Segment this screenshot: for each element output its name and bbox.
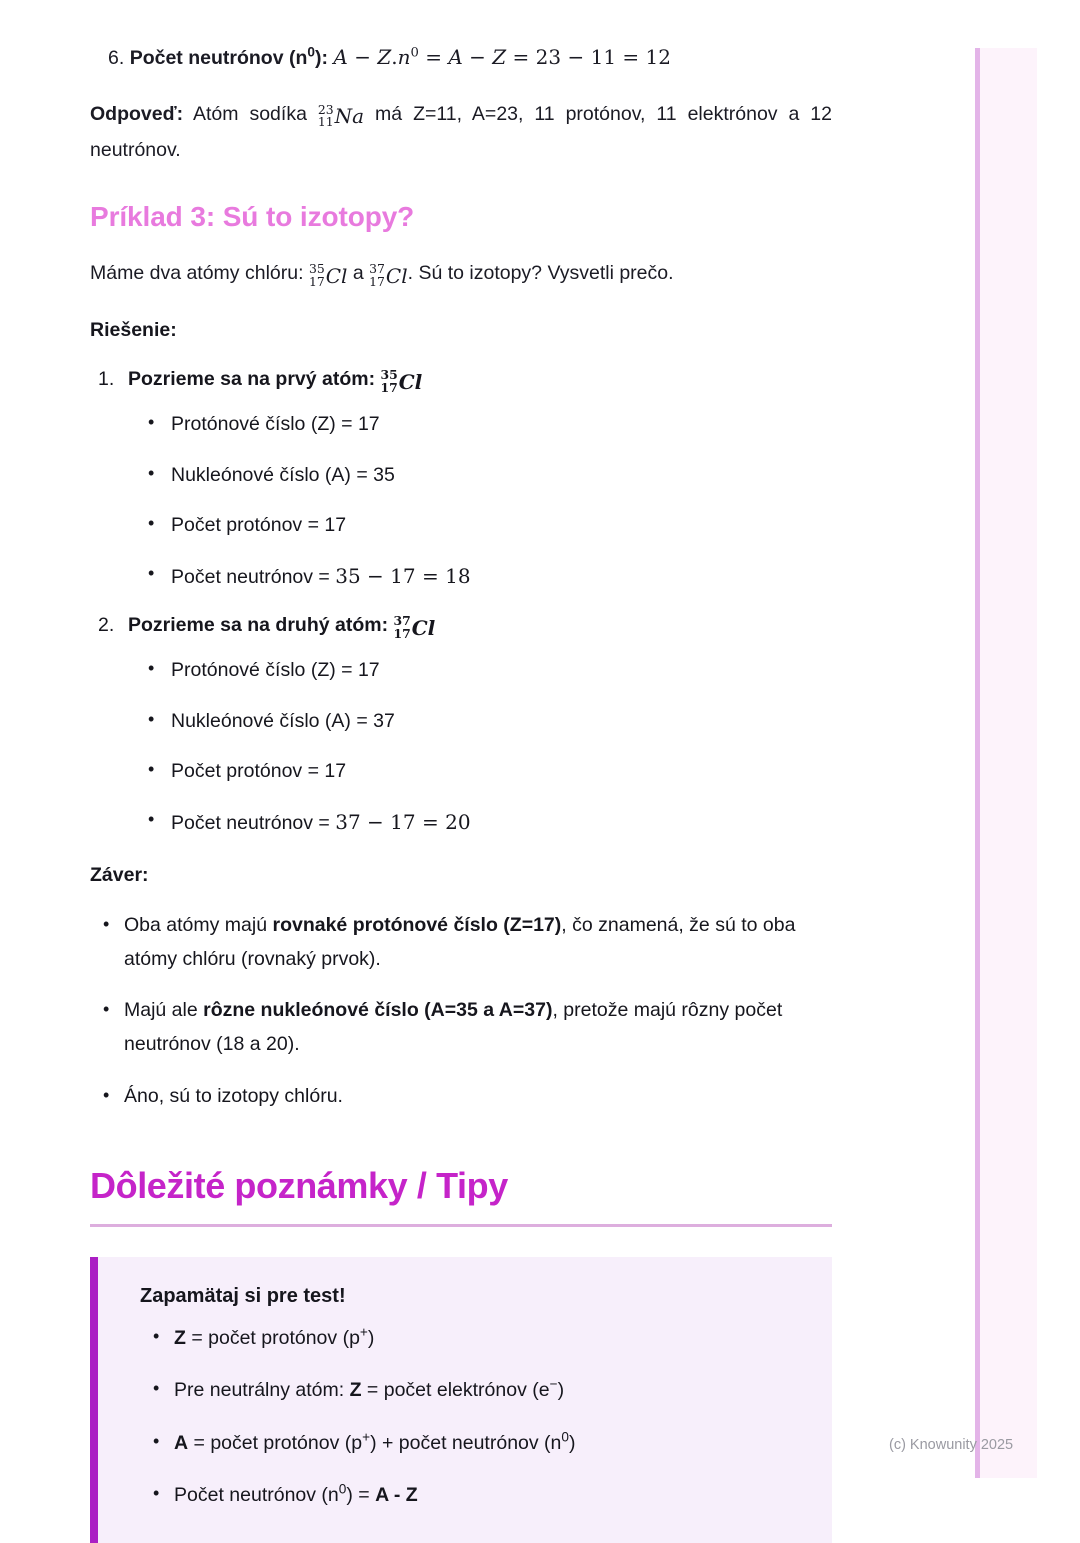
page-side-strip xyxy=(975,48,1037,1478)
list-item: • Počet protónov = 17 xyxy=(128,511,832,540)
list-item: • Z = počet protónov (p+) xyxy=(140,1324,806,1352)
prompt-text-before: Máme dva atómy chlóru: xyxy=(90,262,304,285)
charge-superscript: 0 xyxy=(338,1481,347,1497)
charge-superscript: + xyxy=(362,1429,371,1445)
step-label-superscript: 0 xyxy=(307,44,315,60)
isotope-numbers: 37 17 xyxy=(369,261,385,290)
list-item: • Počet neutrónov = 35 − 17 = 18 xyxy=(128,561,832,592)
answer-text-before: Atóm sodíka xyxy=(193,102,307,125)
example-prompt xyxy=(90,257,832,293)
list-item: • Áno, sú to izotopy chlóru. xyxy=(90,1080,832,1114)
isotope-notation-step xyxy=(381,365,423,399)
isotope-symbol: Cl xyxy=(398,369,423,394)
callout-term: Z xyxy=(349,1379,362,1402)
isotope-notation-step xyxy=(394,611,436,645)
isotope-numbers: 23 11 xyxy=(317,101,334,130)
bullet-emphasis: rovnaké protónové číslo (Z=17) xyxy=(272,914,562,937)
isotope-symbol: Na xyxy=(334,104,365,129)
step-label: Počet neutrónov $(n^0)$: xyxy=(129,44,328,69)
isotope-symbol: Cl xyxy=(385,263,408,288)
isotope-notation-cl-37 xyxy=(369,258,407,294)
list-item: • A = počet protónov (p+) + počet neutrónov $(n^0)$ xyxy=(140,1429,806,1457)
page-side-strip-rule xyxy=(975,48,980,1478)
list-item: • Protónové číslo (Z) = 17 xyxy=(128,410,832,439)
list-item: • Počet neutrónov $(n^0) = A - Z$ xyxy=(140,1481,806,1509)
solution-step xyxy=(90,610,832,838)
conclusion-label: Záver: xyxy=(90,864,149,887)
continued-step-6 xyxy=(90,40,832,76)
isotope-numbers: 35 17 xyxy=(308,261,325,290)
solution-step-heading: Pozrieme sa na prvý atóm: 35 17Cl xyxy=(128,364,832,398)
isotope-numbers: 35 17 xyxy=(380,367,398,396)
solution-step-bullets xyxy=(128,410,832,592)
list-item: • Majú ale rôzne nukleónové číslo (A=35 a A=37), pretože majú rôzny počet neutrónov (18 a 20). xyxy=(90,994,832,1061)
charge-superscript: 0 xyxy=(561,1429,569,1445)
bullet-emphasis: rôzne nukleónové číslo (A=35 a A=37) xyxy=(203,999,553,1022)
list-item: • Nukleónové číslo (A) = 35 xyxy=(128,461,832,490)
list-item: • Počet neutrónov = 37 − 17 = 20 xyxy=(128,807,832,838)
solution-steps-list xyxy=(90,364,832,838)
solution-label: Riešenie: xyxy=(90,319,177,342)
isotope-notation-cl-35 xyxy=(309,258,347,294)
list-item: • Nukleónové číslo (A) = 37 xyxy=(128,707,832,736)
list-item: • Počet protónov = 17 xyxy=(128,757,832,786)
callout-title: Zapamätaj si pre test! xyxy=(140,1285,346,1308)
conclusion-bullets xyxy=(90,909,832,1113)
answer-paragraph xyxy=(90,98,832,168)
list-item: • Pre neutrálny atóm: Z = počet elektrónov (e−) xyxy=(140,1376,806,1404)
notes-heading: Dôležité poznámky / Tipy xyxy=(90,1165,508,1207)
isotope-numbers: 37 17 xyxy=(393,613,411,642)
solution-step-bullets xyxy=(128,656,832,838)
callout-term: A xyxy=(174,1431,189,1454)
callout-item-list xyxy=(140,1324,806,1509)
answer-label: Odpoveď: xyxy=(90,102,184,125)
solution-step-heading: Pozrieme sa na druhý atóm: 37 17Cl xyxy=(128,610,832,644)
step-number: 6. xyxy=(108,47,125,69)
callout-term: Z xyxy=(174,1327,186,1350)
prompt-text-after: . Sú to izotopy? Vysvetli prečo. xyxy=(407,262,674,285)
copyright-watermark: (c) Knowunity 2025 xyxy=(889,1437,1014,1453)
prompt-conjunction: a xyxy=(352,262,364,285)
bullet-math-expression: 35 − 17 = 18 xyxy=(335,564,471,589)
callout-formula: A - Z xyxy=(375,1483,418,1506)
isotope-symbol: Cl xyxy=(325,263,348,288)
isotope-notation-na xyxy=(318,98,364,134)
charge-superscript: + xyxy=(359,1324,368,1340)
notes-heading-divider xyxy=(90,1224,832,1227)
step-math-expression: $A - Z.n^0 = A - Z = 23 - 11 = 12$ xyxy=(333,45,671,69)
bullet-math-expression: 37 − 17 = 20 xyxy=(335,810,471,835)
list-item: • Oba atómy majú rovnaké protónové číslo (Z=17), čo znamená, že sú to oba atómy chlóru (rovnaký prvok). xyxy=(90,909,832,976)
list-item: • Protónové číslo (Z) = 17 xyxy=(128,656,832,685)
remember-callout xyxy=(90,1257,832,1543)
answer-text-after: má Z=11, A=23, 11 protónov, 11 elektrónov a 12 neutrónov. xyxy=(90,102,832,161)
charge-superscript: − xyxy=(549,1376,558,1392)
document-content xyxy=(90,40,832,1543)
solution-step xyxy=(90,364,832,592)
isotope-symbol: Cl xyxy=(411,615,436,640)
example-heading: Príklad 3: Sú to izotopy? xyxy=(90,201,415,233)
